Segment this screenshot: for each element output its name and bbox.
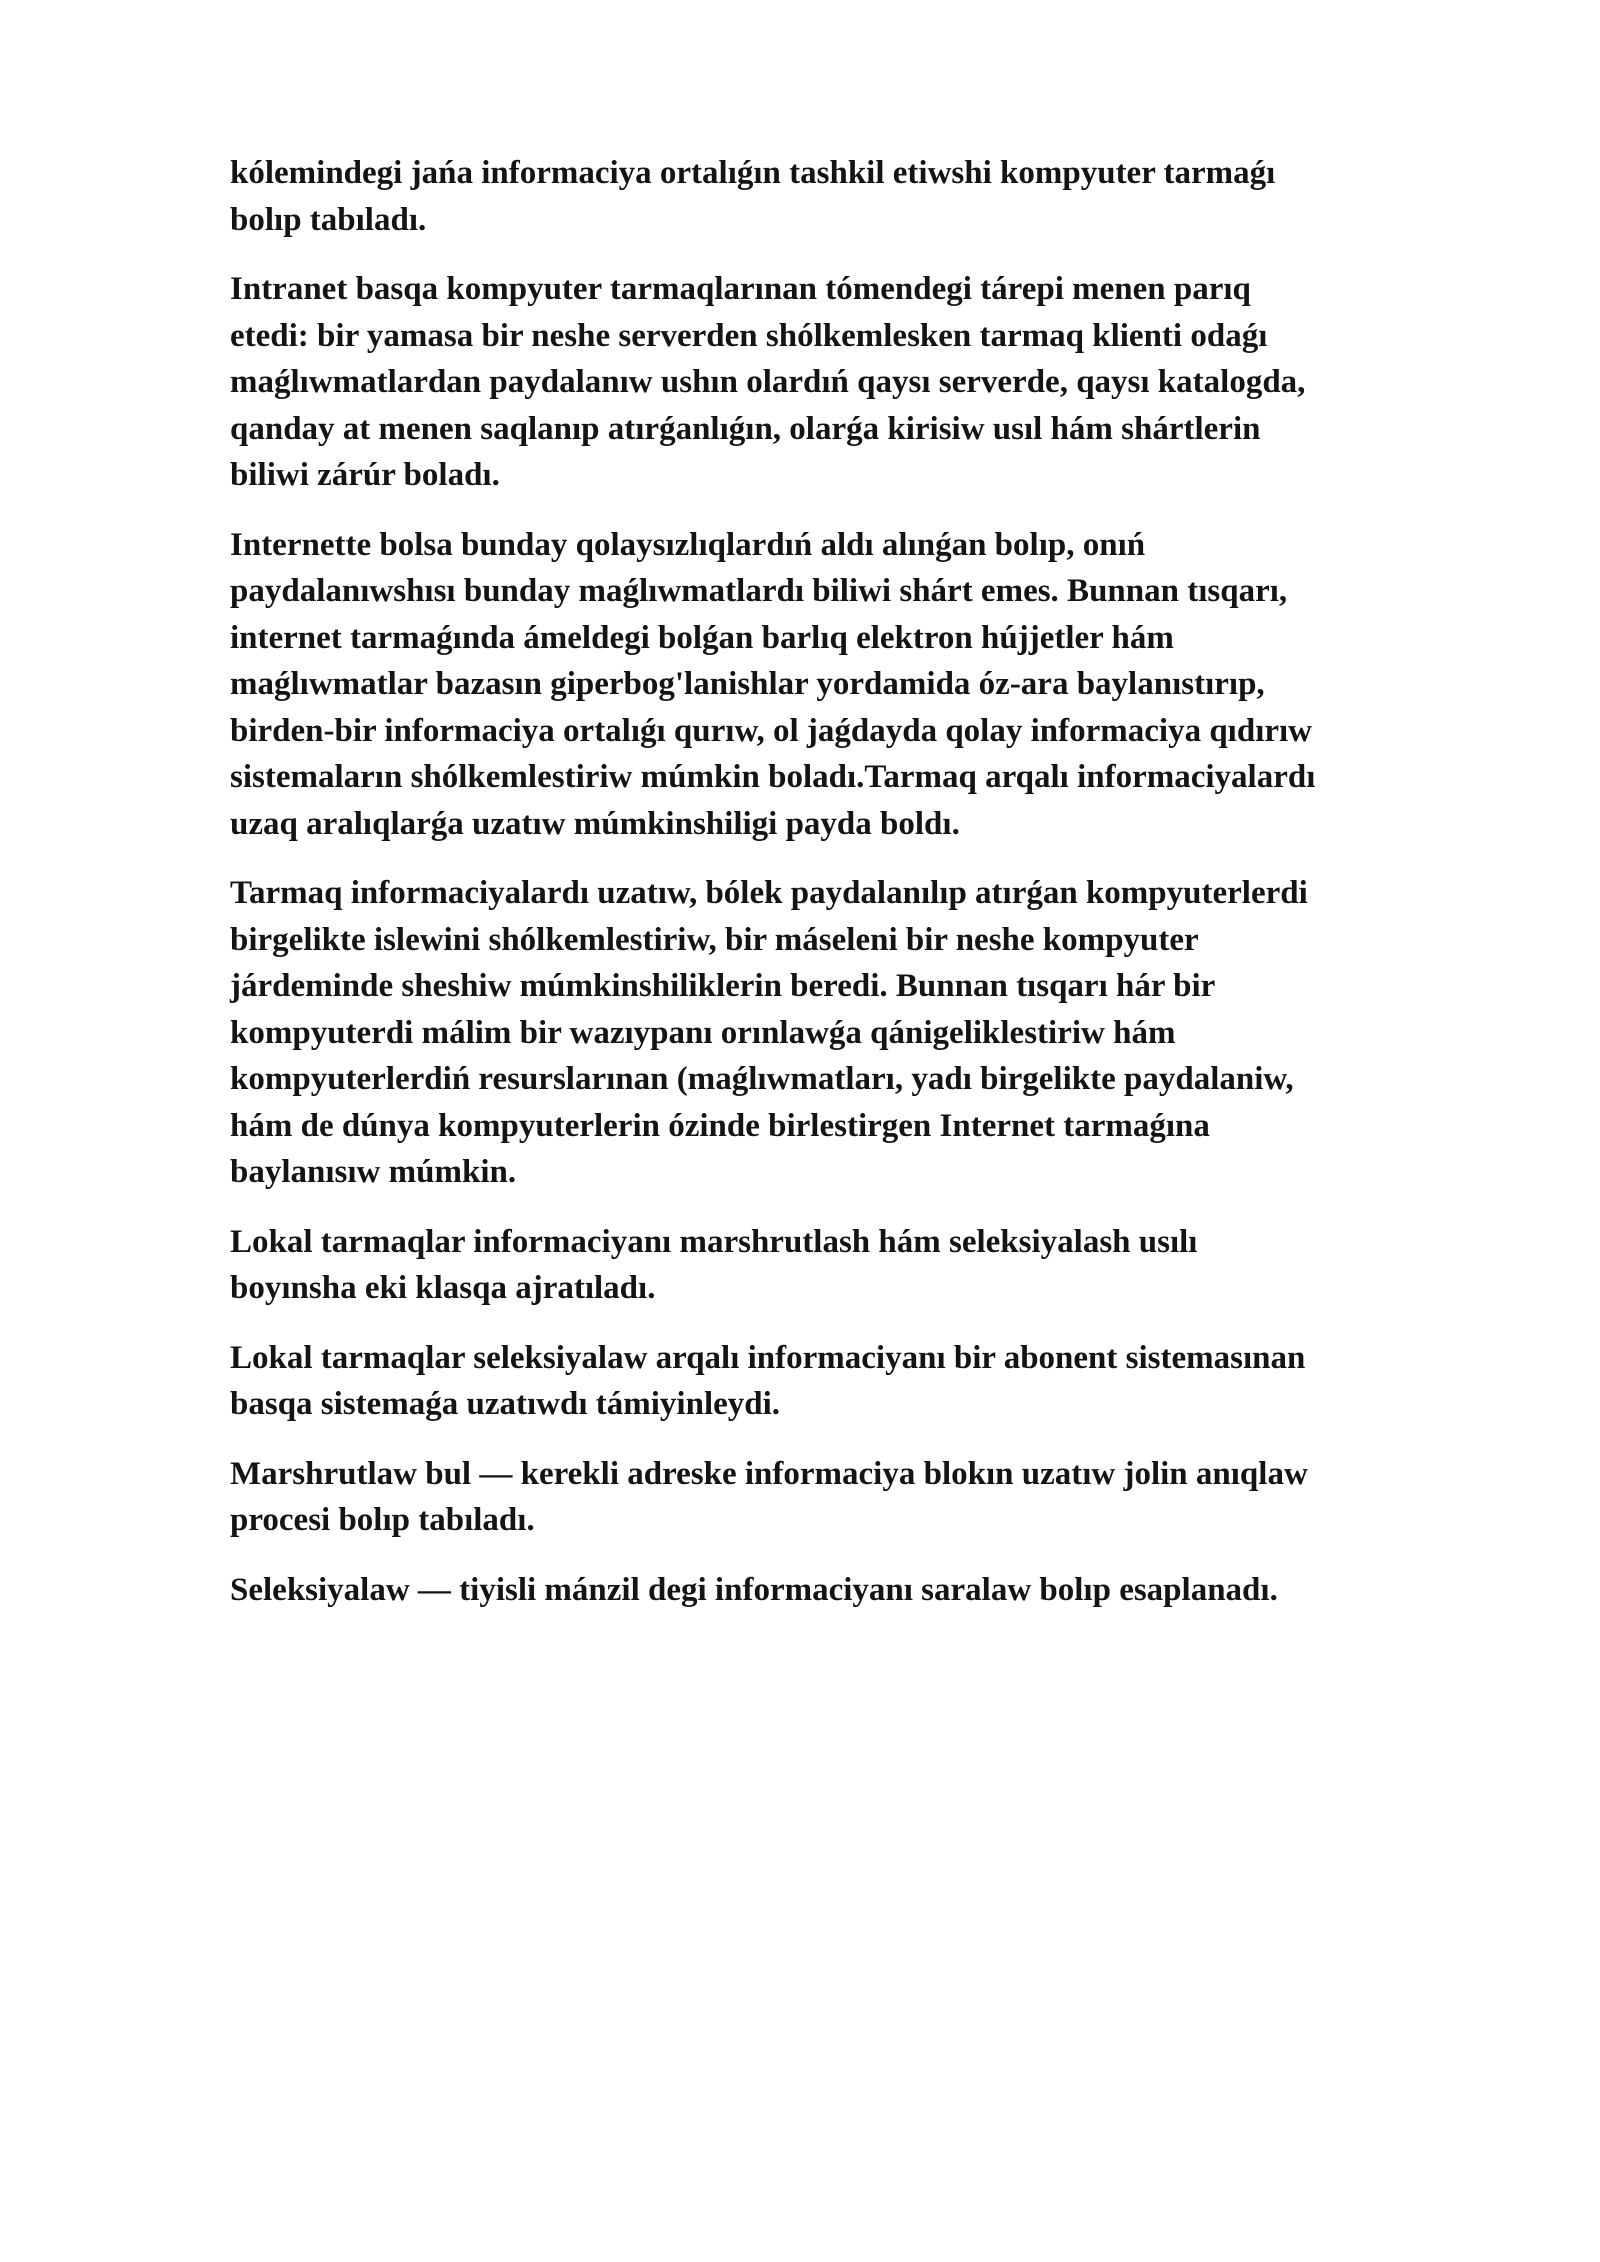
paragraph: [230, 1219, 1490, 1312]
text-line: procesi bolıp tabıladı.: [230, 1502, 535, 1538]
text-line: Tarmaq informaciyalardı uzatıw, bólek paydalanılıp atırǵan kompyuterlerdi: [230, 875, 1308, 911]
paragraph: [230, 522, 1490, 848]
text-line: baylanısıw múmkin.: [230, 1154, 517, 1190]
text-line: Intranet basqa kompyuter tarmaqlarınan tómendegi tárepi menen parıq: [230, 271, 1251, 307]
paragraph: [230, 1567, 1490, 1614]
text-line: uzaq aralıqlarǵa uzatıw múmkinshiligi payda boldı.: [230, 805, 960, 842]
text-line: hám de dúnya kompyuterlerin ózinde birlestirgen Internet tarmaǵına: [230, 1107, 1210, 1144]
paragraph: [230, 1451, 1490, 1544]
text-line: birgelikte islewini shólkemlestiriw, bir máseleni bir neshe kompyuter: [230, 921, 1199, 958]
text-line: Lokal tarmaqlar informaciyanı marshrutlash hám seleksiyalash usılı: [230, 1223, 1198, 1260]
text-line: etedi: bir yamasa bir neshe serverden shólkemlesken tarmaq klienti odaǵı: [230, 317, 1268, 354]
text-line: birden-bir informaciya ortalıǵı qurıw, ol jaǵdayda qolay informaciya qıdırıw: [230, 712, 1313, 749]
paragraph: [230, 1335, 1490, 1428]
paragraph: [230, 870, 1490, 1196]
text-line: sistemaların shólkemlestiriw múmkin boladı.Tarmaq arqalı informaciyalardı: [230, 759, 1316, 795]
text-line: qanday at menen saqlanıp atırǵanlıǵın, olarǵa kirisiw usıl hám shártlerin: [230, 410, 1261, 447]
text-line: kompyuterlerdiń resurslarınan (maǵlıwmatları, yadı birgelikte paydalaniw,: [230, 1061, 1294, 1097]
text-line: kólemindegi jańa informaciya ortalıǵın tashkil etiwshi kompyuter tarmaǵı: [230, 155, 1276, 191]
document-page: [230, 150, 1490, 1636]
text-line: maǵlıwmatlardan paydalanıw ushın olardıń qaysı serverde, qaysı katalogda,: [230, 364, 1306, 400]
text-line: Lokal tarmaqlar seleksiyalaw arqalı informaciyanı bir abonent sistemasınan: [230, 1339, 1306, 1376]
text-line: maǵlıwmatlar bazasın giperbog'lanishlar yordamida óz-ara baylanıstırıp,: [230, 666, 1265, 702]
text-line: kompyuterdi málim bir wazıypanı orınlawǵa qánigeliklestiriw hám: [230, 1014, 1176, 1051]
text-line: járdeminde sheshiw múmkinshiliklerin beredi. Bunnan tısqarı hár bir: [230, 968, 1216, 1004]
text-line: Internette bolsa bunday qolaysızlıqlardıń aldı alınǵan bolıp, onıń: [230, 526, 1146, 563]
text-line: Seleksiyalaw — tiyisli mánzil degi informaciyanı saralaw bolıp esaplanadı.: [230, 1571, 1278, 1608]
text-line: basqa sistemaǵa uzatıwdı támiyinleydi.: [230, 1386, 781, 1422]
text-line: boyınsha eki klasqa ajratıladı.: [230, 1270, 656, 1306]
paragraph: [230, 150, 1490, 243]
text-line: Marshrutlaw bul — kerekli adreske informaciya blokın uzatıw jolin anıqlaw: [230, 1455, 1308, 1492]
text-line: internet tarmaǵında ámeldegi bolǵan barlıq elektron hújjetler hám: [230, 619, 1174, 656]
text-line: bolıp tabıladı.: [230, 201, 427, 238]
text-line: paydalanıwshısı bunday maǵlıwmatlardı biliwi shárt emes. Bunnan tısqarı,: [230, 573, 1288, 609]
paragraph: [230, 266, 1490, 499]
text-line: biliwi zárúr boladı.: [230, 457, 500, 493]
